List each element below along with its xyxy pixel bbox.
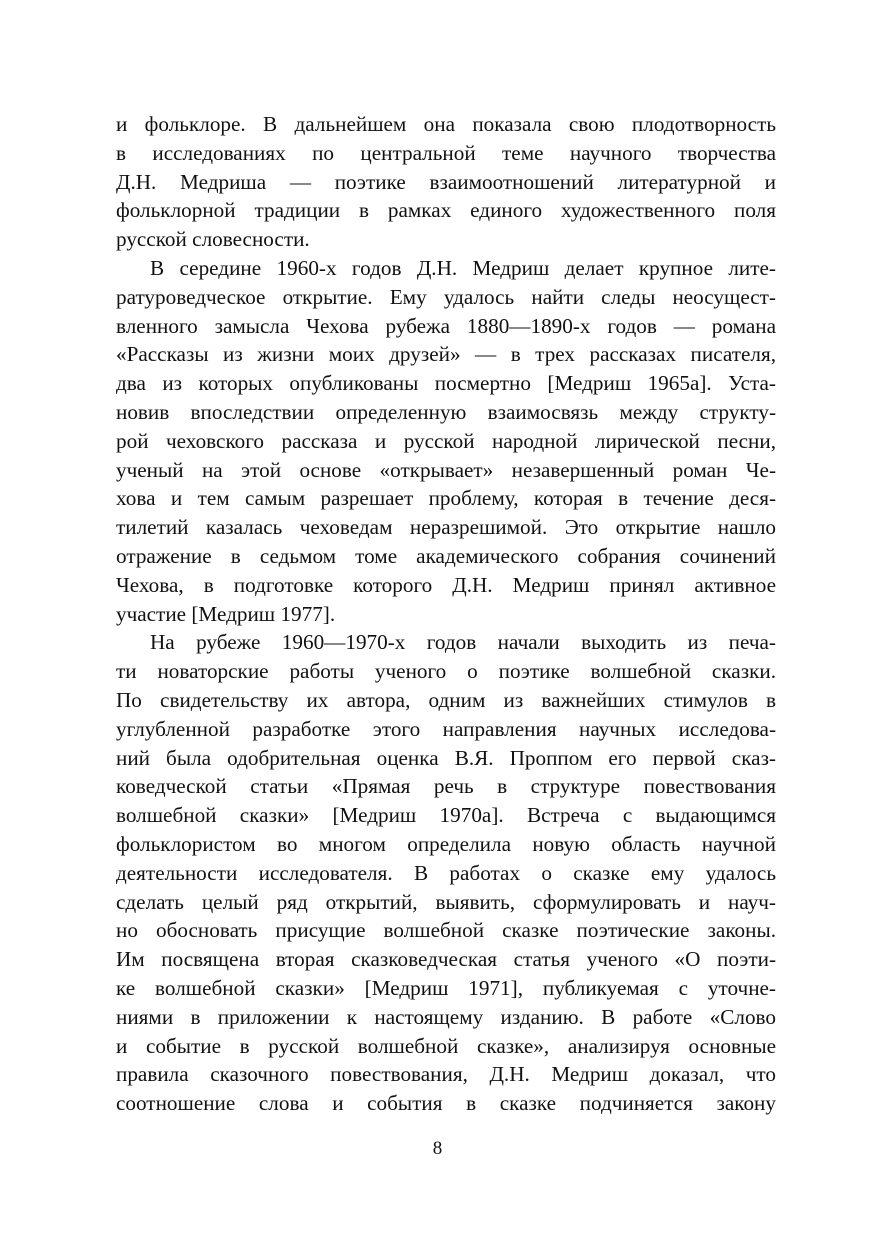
text-line: ний была одобрительная оценка В.Я. Проппом его первой сказ- bbox=[116, 745, 776, 770]
text-line: русской словесности. bbox=[116, 227, 310, 252]
paragraph-1 bbox=[116, 110, 776, 254]
text-line: Д.Н. Медриша — поэтике взаимоотношений литературной и bbox=[116, 169, 776, 194]
text-line: фольклористом во многом определила новую область научной bbox=[116, 831, 776, 856]
text-line: соотношение слова и события в сказке подчиняется закону bbox=[116, 1091, 776, 1116]
text-line: новив впоследствии определенную взаимосвязь между структу- bbox=[116, 399, 776, 424]
text-line: и событие в русской волшебной сказке», анализируя основные bbox=[116, 1033, 776, 1058]
text-line: сделать целый ряд открытий, выявить, сформулировать и науч- bbox=[116, 889, 776, 914]
text-line: деятельности исследователя. В работах о сказке ему удалось bbox=[116, 860, 776, 885]
text-line: «Рассказы из жизни моих друзей» — в трех рассказах писателя, bbox=[116, 342, 776, 367]
text-line: правила сказочного повествования, Д.Н. Медриш доказал, что bbox=[116, 1062, 776, 1087]
page-number: 8 bbox=[432, 1138, 443, 1159]
text-line: ке волшебной сказки» [Медриш 1971], публикуемая с уточне- bbox=[116, 975, 776, 1000]
text-line: ниями в приложении к настоящему изданию. В работе «Слово bbox=[116, 1004, 776, 1029]
text-line: углубленной разработке этого направления научных исследова- bbox=[116, 716, 776, 741]
text-line: хова и тем самым разрешает проблему, которая в течение деся- bbox=[116, 486, 776, 511]
page-body bbox=[116, 110, 776, 1118]
text-line: волшебной сказки» [Медриш 1970а]. Встреча с выдающимся bbox=[116, 803, 776, 828]
text-line: и фольклоре. В дальнейшем она показала свою плодотворность bbox=[116, 112, 776, 136]
paragraph-3 bbox=[116, 628, 776, 1118]
text-line: По свидетельству их автора, одним из важнейших стимулов в bbox=[116, 687, 776, 712]
text-line: Чехова, в подготовке которого Д.Н. Медриш принял активное bbox=[116, 572, 776, 597]
text-line: тилетий казалась чеховедам неразрешимой. Это открытие нашло bbox=[116, 515, 776, 540]
text-line: ратуроведческое открытие. Ему удалось найти следы неосущест- bbox=[116, 284, 776, 309]
text-line: На рубеже 1960—1970-х годов начали выходить из печа- bbox=[150, 630, 776, 655]
paragraph-2 bbox=[116, 254, 776, 628]
text-line: Им посвящена вторая сказковедческая статья ученого «О поэти- bbox=[116, 947, 776, 972]
text-line: В середине 1960-х годов Д.Н. Медриш делает крупное лите- bbox=[150, 255, 776, 280]
text-line: ти новаторские работы ученого о поэтике волшебной сказки. bbox=[116, 659, 776, 684]
text-line: два из которых опубликованы посмертно [Медриш 1965а]. Уста- bbox=[116, 371, 776, 396]
text-line: ученый на этой основе «открывает» незавершенный роман Че- bbox=[116, 457, 776, 482]
text-line: участие [Медриш 1977]. bbox=[116, 601, 336, 626]
text-line: рой чеховского рассказа и русской народной лирической песни, bbox=[116, 428, 776, 453]
text-line: коведческой статьи «Прямая речь в структуре повествования bbox=[116, 774, 776, 799]
text-line: фольклорной традиции в рамках единого художественного поля bbox=[116, 198, 776, 223]
text-line: в исследованиях по центральной теме научного творчества bbox=[116, 140, 776, 165]
text-line: но обосновать присущие волшебной сказке поэтические законы. bbox=[116, 918, 776, 943]
text-line: вленного замысла Чехова рубежа 1880—1890-х годов — романа bbox=[116, 313, 776, 338]
text-line: отражение в седьмом томе академического собрания сочинений bbox=[116, 543, 776, 568]
